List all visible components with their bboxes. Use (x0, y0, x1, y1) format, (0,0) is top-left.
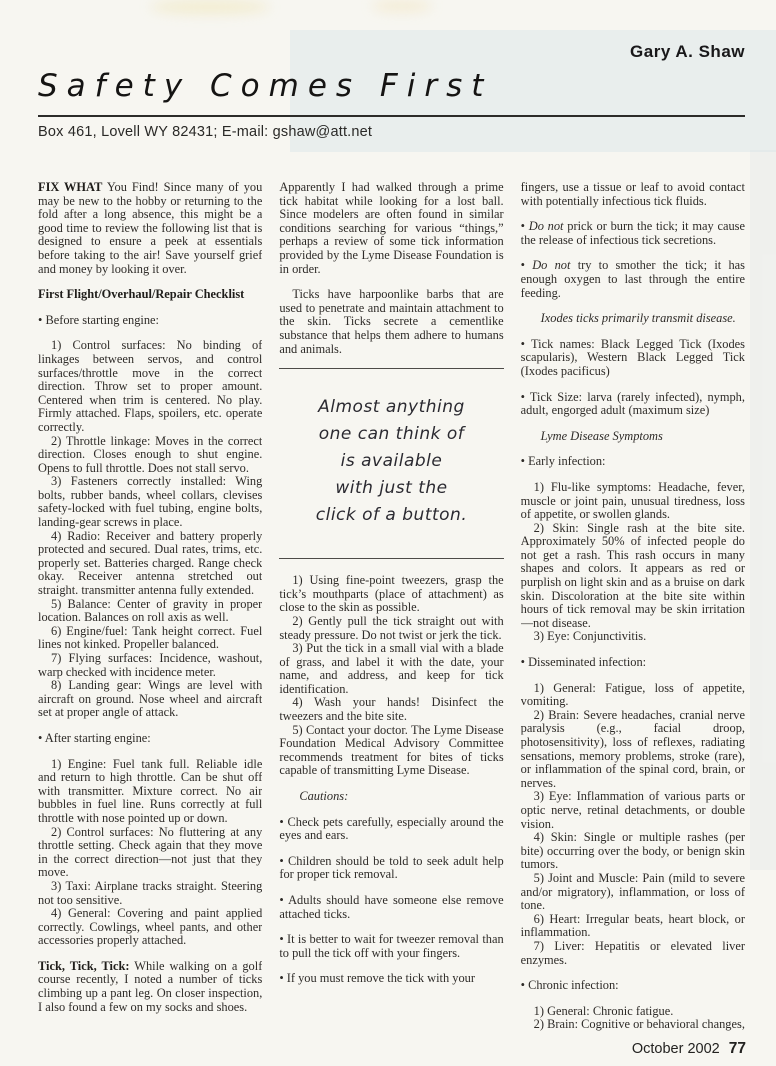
numbered-item: 2) Gently pull the tick straight out with steady pressure. Do not twist or jerk the tick. (279, 613, 504, 642)
bullet-item: • Chronic infection: (520, 978, 619, 993)
numbered-item: 5) Balance: Center of gravity in proper location. Balances on roll axis as well. (38, 596, 263, 625)
lead-paragraph: FIX WHAT You Find! Since many of you may be new to the hobby or returning to the fold after a long absence, this might be a good time to review the following list that is designed to ensure a peek at essentials before taking to the air! Save yourself grief and money by looking it over. (38, 181, 263, 276)
pull-quote-line: is available (340, 451, 443, 472)
page-footer (632, 1040, 746, 1058)
numbered-item: 2) Brain: Cognitive or behavioral changes, (533, 1017, 745, 1032)
numbered-item: 5) Contact your doctor. The Lyme Disease Foundation Medical Advisory Committee recommends treatment for bites of ticks capable of transmitting Lyme Disease. (279, 722, 504, 778)
column-3 (521, 181, 745, 1037)
numbered-item: 2) Skin: Single rash at the bite site. Approximately 50% of infected people do not get a rash. This rash occurs in many shapes and colors. It appears as red or purplish on light skin and as a bruise on dark skin. Discoloration at the bite site within hours of tick removal may be skin irritation—not disease. (520, 520, 745, 630)
bullet-item: • Tick Size: larva (rarely infected), nymph, adult, engorged adult (maximum size) (520, 389, 745, 418)
author-byline: Gary A. Shaw (630, 42, 745, 61)
italic-caption: Lyme Disease Symptoms (540, 428, 663, 443)
contact-line: Box 461, Lovell WY 82431; E-mail: gshaw@att.net (38, 124, 373, 140)
lead-paragraph: Tick, Tick, Tick: While walking on a golf course recently, I noted a number of ticks climbing up a pant leg. On closer inspection, I also found a few on my socks and shoes. (38, 958, 263, 1014)
numbered-item: 2) Brain: Severe headaches, cranial nerve paralysis (e.g., facial droop, photosensitivity), loss of reflexes, radiating sensations, memory problems, stroke (rare), or inflammation of the spinal cord, brain, or nerves. (520, 707, 745, 790)
numbered-item: 6) Heart: Irregular beats, heart block, or inflammation. (520, 911, 745, 940)
article-header (38, 0, 745, 140)
bullet-item: • Tick names: Black Legged Tick (Ixodes scapularis), Western Black Legged Tick (Ixodes pacificus) (520, 336, 745, 378)
bullet-item: • If you must remove the tick with your (279, 971, 475, 986)
article-title: Safety Comes First (38, 68, 493, 104)
bullet-item: • Do not prick or burn the tick; it may cause the release of infectious tick secretions. (520, 219, 745, 247)
bullet-item: • It is better to wait for tweezer removal than to pull the tick off with your fingers. (279, 932, 504, 960)
section-heading: First Flight/Overhaul/Repair Checklist (38, 287, 245, 302)
numbered-item: 4) Skin: Single or multiple rashes (per bite) occurring over the body, or benign skin tumors. (520, 830, 745, 872)
page-number: 77 (728, 1040, 746, 1057)
pull-quote-line: click of a button. (315, 505, 468, 526)
bullet-item: • Early infection: (520, 454, 606, 469)
numbered-item: 1) Control surfaces: No binding of linkages between servos, and control surfaces/throttle move in the correct direction. Throw set to proper amount. Centered when trim is centered. No play. Firmly attached. Flaps, spoilers, etc. operate correctly. (38, 338, 263, 434)
numbered-item: 7) Liver: Hepatitis or elevated liver enzymes. (520, 938, 745, 967)
numbered-item: 1) Engine: Fuel tank full. Reliable idle and return to high throttle. Can be shut off with transmitter. Mixture correct. No air bubbles in fuel line. Runs correctly at full throttle with nose pointed up or down. (38, 756, 263, 825)
numbered-item: 2) Control surfaces: No fluttering at any throttle setting. Check again that they move in the correct direction—not just that they move. (38, 824, 263, 880)
paragraph: Ticks have harpoonlike barbs that are used to penetrate and maintain attachment to the skin. Ticks secrete a cementlike substance that helps them adhere to humans and animals. (279, 287, 504, 356)
title-divider-rule (38, 115, 745, 117)
bullet-item: • Disseminated infection: (520, 655, 647, 670)
numbered-item: 6) Engine/fuel: Tank height correct. Fuel lines not kinked. Propeller balanced. (38, 623, 263, 652)
paragraph: Apparently I had walked through a prime tick habitat while looking for a lost ball. Since modelers are often found in similar conditions searching for various “things,” perhaps a review of some tick information provided by the Lyme Disease Foundation is in order. (279, 181, 504, 276)
numbered-item: 4) Wash your hands! Disinfect the tweezers and the bite site. (279, 695, 504, 724)
numbered-item: 8) Landing gear: Wings are level with aircraft on ground. Nose wheel and aircraft set at proper angle of attack. (38, 678, 263, 720)
article-body (38, 181, 745, 1037)
italic-caption: Cautions: (299, 789, 349, 804)
numbered-item: 5) Joint and Muscle: Pain (mild to severe and/or migratory), inflammation, or loss of tone. (520, 870, 745, 913)
page-bleed-through-strip (750, 150, 776, 870)
bullet-item: • After starting engine: (38, 730, 151, 745)
column-1 (38, 181, 262, 1037)
bullet-item: • Check pets carefully, especially around the eyes and ears. (279, 814, 504, 843)
issue-date: October 2002 (631, 1041, 720, 1057)
numbered-item: 3) Eye: Conjunctivitis. (533, 629, 647, 644)
italic-caption: Ixodes ticks primarily transmit disease. (540, 311, 736, 326)
paragraph: fingers, use a tissue or leaf to avoid contact with potentially infectious tick fluids. (520, 181, 745, 208)
pull-quote-line: Almost anything (318, 397, 465, 418)
numbered-item: 3) Fasteners correctly installed: Wing bolts, rubber bands, wheel collars, clevises safety-locked with fuel tubing, engine bolts, landing-gear screws in place. (38, 474, 263, 530)
pull-quote-line: with just the (335, 478, 448, 499)
bullet-item: • Do not try to smother the tick; it has enough oxygen to last through the entire feeding. (520, 258, 745, 300)
numbered-item: 3) Taxi: Airplane tracks straight. Steering not too sensitive. (38, 878, 263, 907)
numbered-item: 1) General: Chronic fatigue. (533, 1003, 674, 1018)
pull-quote (279, 368, 503, 559)
numbered-item: 1) Flu-like symptoms: Headache, fever, muscle or joint pain, unusual tiredness, loss of appetite, or swollen glands. (520, 479, 745, 522)
bullet-item: • Children should be told to seek adult help for proper tick removal. (279, 853, 504, 882)
numbered-item: 4) General: Covering and paint applied correctly. Cowlings, wheel pants, and other accessories properly attached. (38, 906, 263, 948)
numbered-item: 7) Flying surfaces: Incidence, washout, warp checked with incidence meter. (38, 651, 263, 679)
numbered-item: 3) Eye: Inflammation of various parts or optic nerve, retinal detachments, or double vision. (520, 789, 745, 831)
numbered-item: 1) General: Fatigue, loss of appetite, vomiting. (520, 680, 745, 709)
bullet-item: • Before starting engine: (38, 312, 159, 327)
pull-quote-line: one can think of (318, 424, 465, 445)
bullet-item: • Adults should have someone else remove attached ticks. (279, 893, 504, 921)
numbered-item: 3) Put the tick in a small vial with a blade of grass, and label it with the date, your name, and address, and keep for tick identification. (279, 641, 504, 696)
numbered-item: 4) Radio: Receiver and battery properly protected and secured. Dual rates, trims, etc. properly set. Batteries charged. Range check okay. Receiver antenna stretched out straight. transmitter antenna fully extended. (38, 528, 263, 598)
numbered-item: 1) Using fine-point tweezers, grasp the tick’s mouthparts (place of attachment) as close to the skin as possible. (279, 573, 504, 615)
column-2 (279, 181, 503, 1037)
numbered-item: 2) Throttle linkage: Moves in the correct direction. Closes enough to shut engine. Opens to full throttle. Does not stall servo. (38, 433, 263, 475)
